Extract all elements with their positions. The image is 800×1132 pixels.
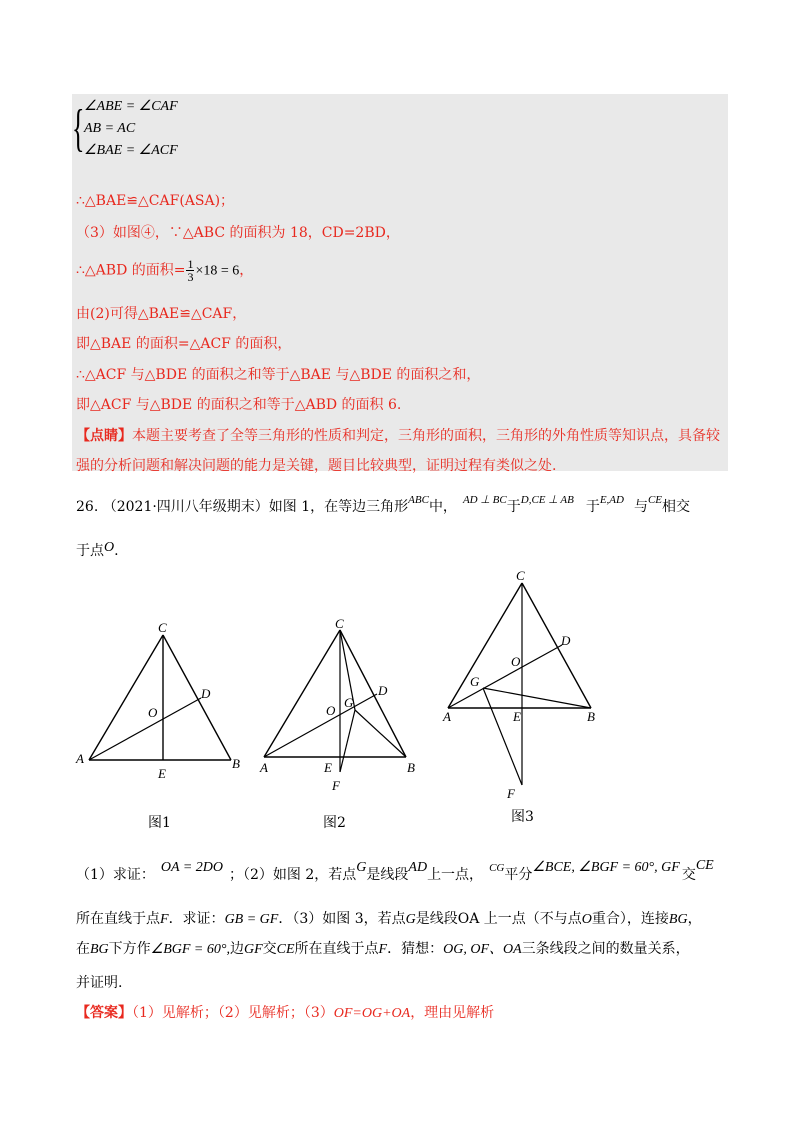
- q3-text-d: 边: [229, 941, 244, 957]
- figure-1: [75, 620, 240, 781]
- q1-text-c: 是线段: [366, 867, 409, 883]
- q1-text-d: 上一点，: [427, 867, 484, 883]
- fig1-altitude-ad: [89, 698, 201, 760]
- fig1-label-d: D: [201, 686, 211, 701]
- answer-line: [76, 1002, 494, 1022]
- text-intersect-at: 于点: [76, 543, 104, 559]
- q1-math-ce: CE: [695, 858, 714, 873]
- fig3-label-f: F: [507, 786, 515, 801]
- area-equal-line: 即△BAE 的面积=△ACF 的面积，: [76, 336, 292, 352]
- math-ad-bc: AD ⊥ BC: [462, 494, 507, 506]
- fraction: [186, 258, 194, 283]
- comment-text-1: 本题主要考查了全等三角形的性质和判定，三角形的面积，三角形的外角性质等知识点，具备较: [132, 428, 720, 444]
- q1-text-g: 交: [681, 867, 696, 883]
- problem-number: 26.: [76, 499, 99, 515]
- part3-intro: （3）如图④，∵△ABC 的面积为 18，CD=2BD，: [76, 225, 400, 241]
- comment-line-2: 强的分析问题和解决问题的能力是关键，题目比较典型，证明过程有类似之处.: [76, 458, 557, 474]
- fraction-denominator: 3: [187, 270, 194, 284]
- fig3-label-g: G: [470, 674, 480, 689]
- q3-math-gf: GF: [243, 942, 263, 957]
- q2-text-b: ．求证：: [168, 911, 225, 927]
- area-line: [76, 258, 253, 283]
- text-yu1: 于: [506, 499, 521, 515]
- fig2-label-g: G: [344, 695, 354, 710]
- answer-math: OF=OG+OA: [333, 1006, 411, 1021]
- fig3-caption: 图3: [511, 809, 534, 825]
- fig3-side-ac: [448, 583, 522, 708]
- q1-math-cg: CG: [489, 862, 505, 874]
- q2-text-d: 是线段OA 上一点（不与点: [415, 911, 582, 927]
- text-in: 中，: [428, 499, 457, 515]
- question-line-1: [76, 858, 714, 884]
- q3-text-b: 下方作: [108, 941, 151, 957]
- q3-math-bg: BG: [90, 942, 109, 957]
- fig2-label-e: E: [324, 760, 332, 775]
- comment-line-1: [76, 425, 720, 445]
- figures-svg: [60, 568, 760, 840]
- q3-math-angle: ∠BGF = 60°,: [150, 942, 230, 957]
- fig3-label-b: B: [587, 709, 595, 724]
- question-line-2: [76, 908, 702, 928]
- fig2-side-ac: [264, 630, 340, 757]
- q1-text-e: 平分: [504, 867, 533, 883]
- area-tail: ，: [239, 262, 254, 279]
- question-line-3: [76, 938, 690, 958]
- fig1-label-e: E: [158, 766, 166, 781]
- system-line: ∠BAE = ∠ACF: [84, 143, 178, 158]
- q2-text-c: ．（3）如图 3，若点: [278, 911, 406, 927]
- fig2-side-bc: [340, 630, 406, 757]
- fig1-label-o: O: [148, 705, 158, 720]
- q3-text-g: ．猜想：: [387, 941, 444, 957]
- figure-3: [442, 568, 595, 801]
- fig3-line-ad: [448, 645, 562, 708]
- system-line: ∠ABE = ∠CAF: [84, 99, 178, 114]
- q1-text-b: ；（2）如图 2，若点: [229, 867, 357, 883]
- text-period: .: [114, 543, 119, 559]
- fig3-label-a: A: [443, 709, 451, 724]
- fig1-label-a: A: [76, 751, 84, 766]
- fig2-line-gf: [340, 710, 355, 772]
- q2-math-g: G: [405, 912, 416, 927]
- from-part2: 由(2)可得△BAE≌△CAF，: [76, 306, 247, 322]
- q2-math-f: F: [160, 912, 169, 927]
- figure-2: [259, 616, 415, 793]
- q3-text-e: 交: [262, 941, 277, 957]
- fig1-caption: 图1: [148, 815, 171, 831]
- q3-math-f: F: [378, 942, 388, 957]
- math-e-ad: E,AD: [599, 494, 624, 506]
- text-yu2: 于: [585, 499, 600, 515]
- q2-math-gbgf: GB = GF: [224, 912, 279, 927]
- text-xiangjiao: 相交: [662, 499, 691, 515]
- fig3-label-c: C: [516, 568, 525, 583]
- fig1-label-c: C: [158, 620, 167, 635]
- equation-system: [84, 96, 178, 162]
- conclusion-line: 即△ACF 与△BDE 的面积之和等于△ABD 的面积 6.: [76, 397, 402, 413]
- answer-text-a: （1）见解析；（2）见解析；（3）: [132, 1005, 334, 1021]
- q2-text-f: ，: [687, 911, 702, 927]
- q1-math-oa: OA = 2DO: [160, 860, 223, 875]
- fig2-label-f: F: [332, 778, 340, 793]
- fig3-line-gb: [483, 688, 591, 708]
- area-prefix: ∴△ABD 的面积=: [76, 262, 186, 279]
- comment-tag: 【点睛】: [76, 428, 132, 444]
- area-suffix: ×18 = 6: [195, 263, 240, 279]
- answer-text-b: ，理由见解析: [410, 1005, 495, 1021]
- fig3-label-o: O: [511, 654, 521, 669]
- congruence-line: ∴△BAE≌△CAF(ASA)；: [76, 193, 235, 209]
- q2-text-a: 所在直线于点: [76, 911, 160, 927]
- system-line: AB = AC: [84, 121, 136, 136]
- q2-math-bg: BG: [668, 912, 688, 927]
- fig1-side-ac: [89, 635, 163, 760]
- fig3-side-bc: [522, 583, 591, 708]
- fig3-label-e: E: [513, 709, 521, 724]
- q1-text-a: （1）求证：: [76, 867, 155, 883]
- fig2-caption: 图2: [323, 815, 346, 831]
- q3-text-f: 所在直线于点: [294, 941, 379, 957]
- answer-tag: 【答案】: [76, 1005, 132, 1021]
- q1-math-angles: ∠BCE, ∠BGF = 60°, GF: [532, 860, 680, 875]
- fig2-label-c: C: [335, 616, 344, 631]
- fig2-label-d: D: [378, 683, 388, 698]
- problem-line-1: [76, 496, 690, 516]
- q2-math-o: O: [581, 912, 592, 927]
- system-brace: {: [72, 100, 85, 157]
- q3-text-i: 三条线段之间的数量关系，: [521, 941, 690, 957]
- fraction-numerator: 1: [187, 257, 194, 271]
- fig1-label-b: B: [232, 756, 240, 771]
- math-abc: ABC: [408, 494, 429, 506]
- fig2-line-ad: [264, 694, 377, 757]
- q3-math-ce: CE: [276, 942, 295, 957]
- fig2-label-b: B: [407, 760, 415, 775]
- fig2-line-gb: [355, 710, 406, 757]
- problem-source: （2021·四川八年级期末）如图 1，在等边三角形: [102, 499, 409, 515]
- fig1-side-bc: [163, 635, 231, 760]
- fig2-label-a: A: [260, 760, 268, 775]
- q1-math-g: G: [356, 860, 367, 875]
- question-line-4: 并证明.: [76, 975, 123, 991]
- q3-text-a: 在: [76, 941, 90, 957]
- fig3-label-d: D: [561, 633, 571, 648]
- math-ce: CE: [647, 494, 663, 506]
- problem-line-2: [76, 540, 119, 560]
- q3-math-segments: OG, OF、OA: [443, 942, 522, 957]
- fig3-line-gf: [483, 688, 522, 785]
- text-yu3: 与: [633, 499, 648, 515]
- q2-text-e: 重合），连接: [591, 911, 669, 927]
- math-o: O: [104, 540, 115, 555]
- area-sum-line: ∴△ACF 与△BDE 的面积之和等于△BAE 与△BDE 的面积之和，: [76, 367, 481, 383]
- q1-math-ad: AD: [408, 860, 428, 875]
- fig2-label-o: O: [326, 703, 336, 718]
- math-d-ce-ab: D,CE ⊥ AB: [520, 494, 574, 506]
